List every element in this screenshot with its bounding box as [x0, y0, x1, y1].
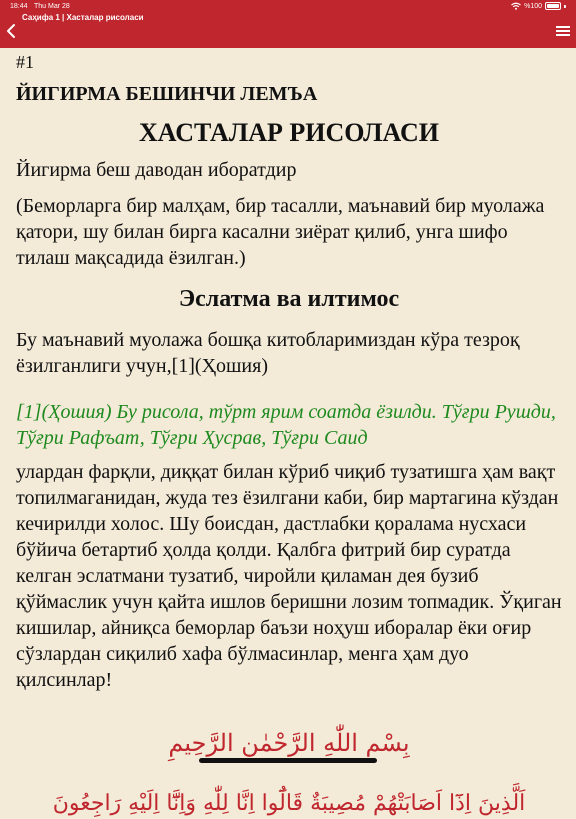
chevron-left-icon[interactable] [4, 23, 18, 39]
status-bar [0, 0, 576, 14]
status-date: Thu Mar 28 [34, 3, 70, 10]
wifi-icon [511, 2, 521, 10]
battery-icon [545, 2, 561, 10]
lema-title: ЙИГИРМА БЕШИНЧИ ЛЕМЪА [16, 83, 318, 105]
status-time: 18:44 [10, 3, 28, 10]
treatise-title: ХАСТАЛАР РИСОЛАСИ [138, 118, 440, 147]
hamburger-menu-icon[interactable] [556, 25, 570, 37]
subtitle-text: Йигирма беш даводан иборатдир [16, 159, 297, 181]
battery-percent: %100 [524, 2, 542, 10]
paragraph-1 [16, 327, 562, 379]
paragraph-2: улардан фарқли, диққат билан кўриб чиқиб тузатишга ҳам вақт топилмаганидан, жуда тез ёзилгани каби, бир мартагина кўздан кечирилди холос. Шу боисдан, дастлабки қоралама нусхаси бўйича бетартиб ҳолда қолди. Қалбга фитрий бир суратда келган эслатмани тузатиб, чиройли қиламан дея бузиб қўймаслик учун қайта ишлов беришни лозим топмадик. Ўқиган кишилар, айниқса беморлар баъзи ноҳуш иборалар ёки оғир сўзлардан сиқилиб хафа бўлмасинлар, менга ҳам дуо қилсинлар! [16, 461, 562, 691]
footnote-text: [1](Ҳошия) Бу рисола, тўрт ярим соатда ёзилди. Тўғри Рушди, Тўғри Рафъат, Тўғри Ҳусрав, Тўғри Саид [16, 401, 556, 449]
battery-tip [564, 5, 566, 8]
intro-paragraph: (Беморларга бир малҳам, бир тасалли, маънавий бир муолажа қатори, шу билан бирга касални зиёрат қилиб, унга шифо тилаш мақсадида ёзилган.) [16, 195, 545, 269]
home-indicator[interactable] [199, 758, 377, 763]
basmala-text: بِسْمِ اللّٰهِ الرَّحْمٰنِ الرَّحِيمِ [168, 729, 410, 757]
status-indicators [511, 2, 566, 10]
page-number: #1 [16, 52, 34, 72]
ayah-text: اَلَّذِينَ اِذَٓا اَصَابَتْهُمْ مُصِيبَةٌ قَالُٓوا اِنَّا لِلّٰهِ وَاِنَّٓا اِلَيْهِ رَاجِعُونَ [52, 791, 526, 816]
paragraph-1-text: Бу маънавий муолажа бошқа китобларимиздан кўра тезроқ ёзилганлиги учун, [16, 329, 520, 377]
section-title: Эслатма ва илтимос [178, 286, 400, 312]
footnote-link[interactable]: [1](Ҳошия) [171, 355, 268, 377]
reader-content [16, 48, 562, 819]
page-title: Саҳифа 1 | Хасталар рисоласи [22, 13, 144, 22]
top-bar [0, 0, 576, 46]
